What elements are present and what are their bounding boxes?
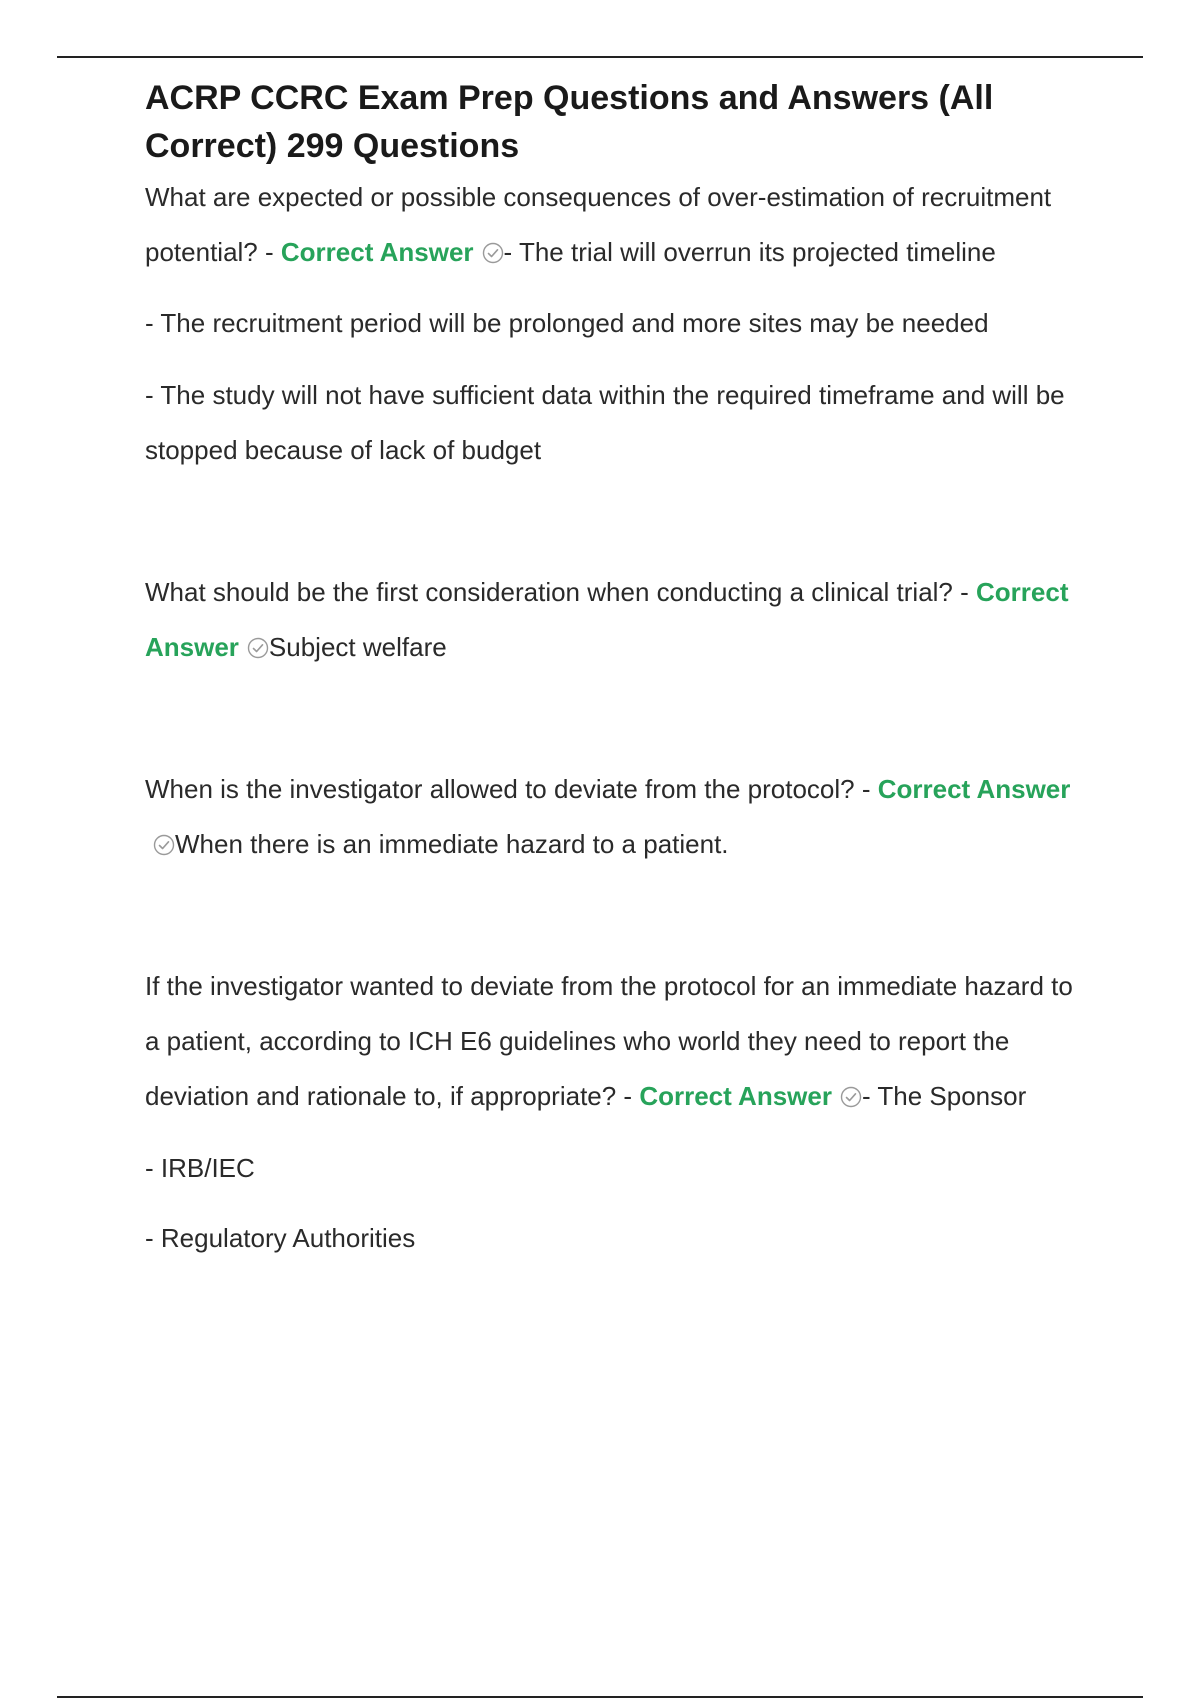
document-page: [145, 74, 1075, 1266]
answer-4-line-2: - IRB/IEC: [145, 1153, 255, 1183]
answer-3-text: When there is an immediate hazard to a patient.: [175, 829, 729, 859]
check-circle-icon: [840, 1086, 862, 1108]
bottom-rule: [57, 1696, 1143, 1698]
check-circle-icon: [482, 242, 504, 264]
answer-4-line-3: - Regulatory Authorities: [145, 1223, 416, 1253]
correct-answer-label: Correct Answer: [877, 774, 1071, 804]
answer-1-line-3: - The study will not have sufficient data within the required timeframe and will be stopped because of lack of budget: [145, 380, 1065, 465]
question-4: [145, 959, 1075, 1124]
document-title: ACRP CCRC Exam Prep Questions and Answers (All Correct) 299 Questions: [145, 79, 994, 165]
question-3: [145, 762, 1075, 872]
question-1: [145, 170, 1075, 280]
answer-1-line-2: - The recruitment period will be prolonged and more sites may be needed: [145, 308, 989, 338]
question-4-text: If the investigator wanted to deviate from the protocol for an immediate hazard to a patient, according to ICH E6 guidelines who world they need to report the deviation and rationale to, if appropriate? -: [145, 971, 1073, 1111]
answer-4-text: - The Sponsor: [861, 1081, 1027, 1111]
correct-answer-label: Correct Answer: [639, 1081, 832, 1111]
question-2-text: What should be the first consideration when conducting a clinical trial? -: [145, 577, 976, 607]
question-1-text: What are expected or possible consequences of over-estimation of recruitment potential? -: [145, 182, 1052, 267]
check-circle-icon: [247, 637, 269, 659]
correct-answer-label: Correct Answer: [145, 577, 1069, 662]
top-rule: [57, 56, 1143, 58]
correct-answer-label: Correct Answer: [280, 237, 474, 267]
answer-2-text: Subject welfare: [268, 632, 447, 662]
check-circle-icon: [153, 834, 175, 856]
question-2: [145, 565, 1075, 675]
answer-1-text: - The trial will overrun its projected timeline: [503, 237, 996, 267]
question-3-text: When is the investigator allowed to deviate from the protocol? -: [145, 774, 878, 804]
